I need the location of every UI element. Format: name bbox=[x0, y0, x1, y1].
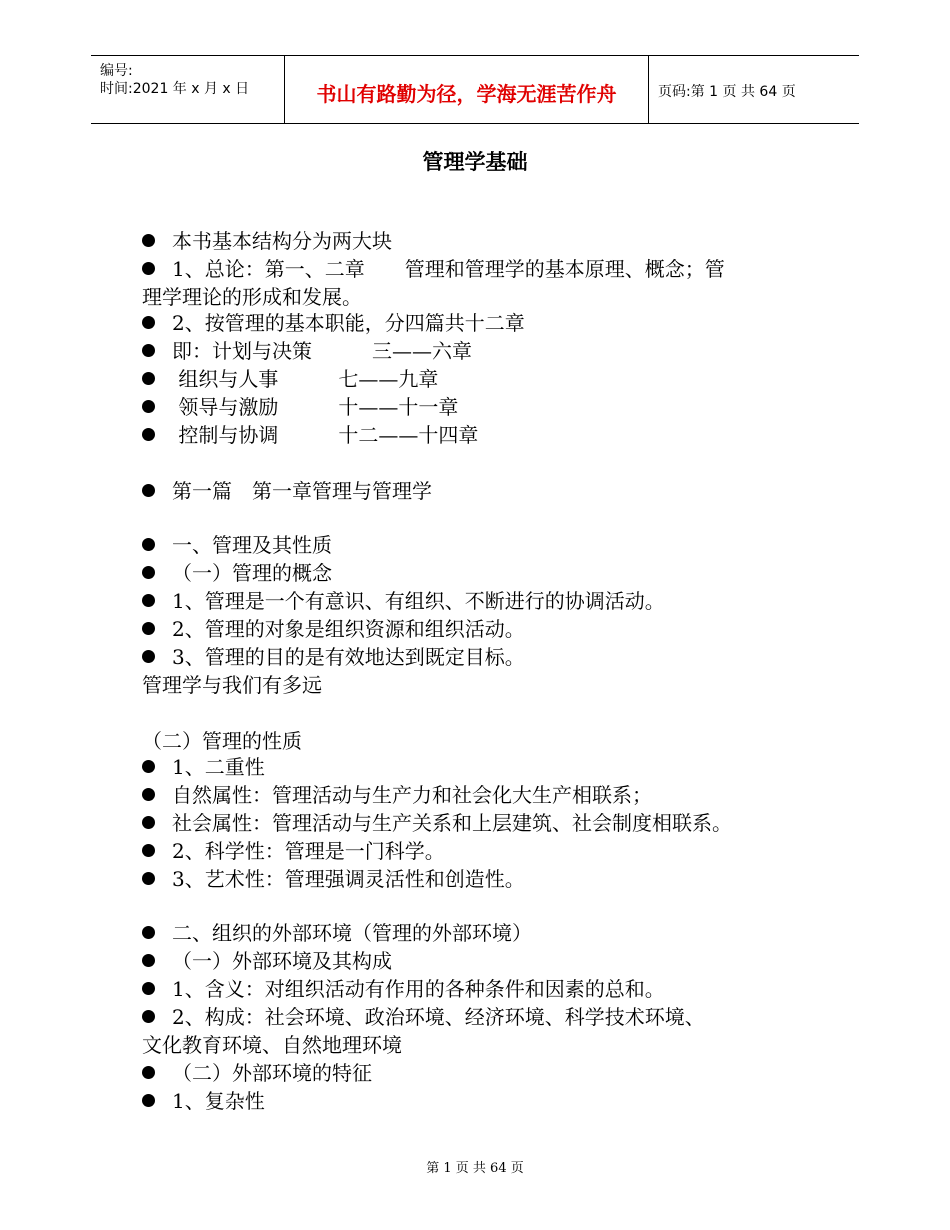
bullet-icon bbox=[142, 400, 155, 413]
body-line-text: 1、二重性 bbox=[172, 755, 265, 779]
body-line bbox=[142, 1004, 705, 1030]
body-line bbox=[142, 532, 332, 558]
body-line-text: 1、含义：对组织活动有作用的各种条件和因素的总和。 bbox=[172, 977, 665, 1001]
body-line-text: 第一篇 第一章管理与管理学 bbox=[172, 479, 432, 503]
document-title: 管理学基础 bbox=[422, 150, 528, 174]
body-line bbox=[142, 1088, 265, 1114]
body-line-text: 领导与激励 十——十一章 bbox=[172, 395, 459, 419]
body-line bbox=[142, 728, 302, 754]
body-line-text: （一）管理的概念 bbox=[172, 561, 332, 585]
bullet-icon bbox=[142, 954, 155, 967]
body-line bbox=[142, 616, 525, 642]
bullet-icon bbox=[142, 262, 155, 275]
header-meta-cell bbox=[91, 56, 285, 123]
bullet-icon bbox=[142, 760, 155, 773]
bullet-icon bbox=[142, 1010, 155, 1023]
body-line bbox=[142, 256, 725, 282]
body-line-text: 2、科学性：管理是一门科学。 bbox=[172, 839, 445, 863]
body-line bbox=[142, 948, 392, 974]
bullet-icon bbox=[142, 650, 155, 663]
body-line-text: 3、艺术性：管理强调灵活性和创造性。 bbox=[172, 867, 525, 891]
document-time-label: 时间:2021 年 x 月 x 日 bbox=[100, 81, 250, 97]
header-motto-cell bbox=[285, 56, 649, 123]
bullet-icon bbox=[142, 428, 155, 441]
body-line-text: 二、组织的外部环境（管理的外部环境） bbox=[172, 921, 532, 945]
body-line-text: 3、管理的目的是有效地达到既定目标。 bbox=[172, 645, 525, 669]
body-line bbox=[142, 1032, 402, 1058]
body-line bbox=[142, 866, 525, 892]
body-line-text: 即：计划与决策 三——六章 bbox=[172, 339, 472, 363]
header-page-cell bbox=[649, 56, 859, 123]
bullet-icon bbox=[142, 484, 155, 497]
bullet-icon bbox=[142, 566, 155, 579]
body-line-text: 1、总论：第一、二章 管理和管理学的基本原理、概念；管 bbox=[172, 257, 725, 281]
bullet-icon bbox=[142, 1066, 155, 1079]
body-line bbox=[142, 672, 322, 698]
body-line-text: 本书基本结构分为两大块 bbox=[172, 229, 392, 253]
header-page-info: 页码:第 1 页 共 64 页 bbox=[658, 84, 796, 100]
body-line-text: 文化教育环境、自然地理环境 bbox=[142, 1033, 402, 1057]
body-line bbox=[142, 1060, 372, 1086]
bullet-icon bbox=[142, 234, 155, 247]
document-number-label: 编号: bbox=[100, 63, 133, 79]
bullet-icon bbox=[142, 594, 155, 607]
page-header bbox=[91, 55, 859, 124]
body-line-text: 1、复杂性 bbox=[172, 1089, 265, 1113]
bullet-icon bbox=[142, 816, 155, 829]
body-line bbox=[142, 310, 525, 336]
body-line-text: 2、构成：社会环境、政治环境、经济环境、科学技术环境、 bbox=[172, 1005, 705, 1029]
body-line bbox=[142, 478, 432, 504]
bullet-icon bbox=[142, 316, 155, 329]
bullet-icon bbox=[142, 844, 155, 857]
body-line bbox=[142, 228, 392, 254]
body-line bbox=[142, 754, 265, 780]
body-line bbox=[142, 782, 652, 808]
body-line-text: 1、管理是一个有意识、有组织、不断进行的协调活动。 bbox=[172, 589, 665, 613]
body-line-text: 理学理论的形成和发展。 bbox=[142, 285, 362, 309]
body-line bbox=[142, 976, 665, 1002]
bullet-icon bbox=[142, 538, 155, 551]
body-line bbox=[142, 810, 732, 836]
body-line-text: （二）外部环境的特征 bbox=[172, 1061, 372, 1085]
body-line bbox=[142, 644, 525, 670]
bullet-icon bbox=[142, 872, 155, 885]
body-line-text: 控制与协调 十二——十四章 bbox=[172, 423, 479, 447]
bullet-icon bbox=[142, 926, 155, 939]
bullet-icon bbox=[142, 788, 155, 801]
body-line-text: 组织与人事 七——九章 bbox=[172, 367, 439, 391]
body-line bbox=[142, 920, 532, 946]
body-line-text: 自然属性：管理活动与生产力和社会化大生产相联系； bbox=[172, 783, 652, 807]
body-line bbox=[142, 366, 438, 392]
body-line bbox=[142, 284, 362, 310]
body-line-text: 2、按管理的基本职能，分四篇共十二章 bbox=[172, 311, 525, 335]
body-line bbox=[142, 560, 332, 586]
body-line-text: 一、管理及其性质 bbox=[172, 533, 332, 557]
body-line-text: 管理学与我们有多远 bbox=[142, 673, 322, 697]
bullet-icon bbox=[142, 372, 155, 385]
bullet-icon bbox=[142, 1094, 155, 1107]
body-line-text: （二）管理的性质 bbox=[142, 729, 302, 753]
body-line-text: 2、管理的对象是组织资源和组织活动。 bbox=[172, 617, 525, 641]
header-motto: 书山有路勤为径，学海无涯苦作舟 bbox=[316, 82, 617, 106]
page-footer: 第 1 页 共 64 页 bbox=[426, 1161, 524, 1176]
body-line bbox=[142, 588, 665, 614]
bullet-icon bbox=[142, 344, 155, 357]
body-line bbox=[142, 838, 445, 864]
bullet-icon bbox=[142, 982, 155, 995]
body-line-text: 社会属性：管理活动与生产关系和上层建筑、社会制度相联系。 bbox=[172, 811, 732, 835]
bullet-icon bbox=[142, 622, 155, 635]
body-line bbox=[142, 338, 472, 364]
body-line bbox=[142, 394, 458, 420]
body-line-text: （一）外部环境及其构成 bbox=[172, 949, 392, 973]
body-line bbox=[142, 422, 478, 448]
